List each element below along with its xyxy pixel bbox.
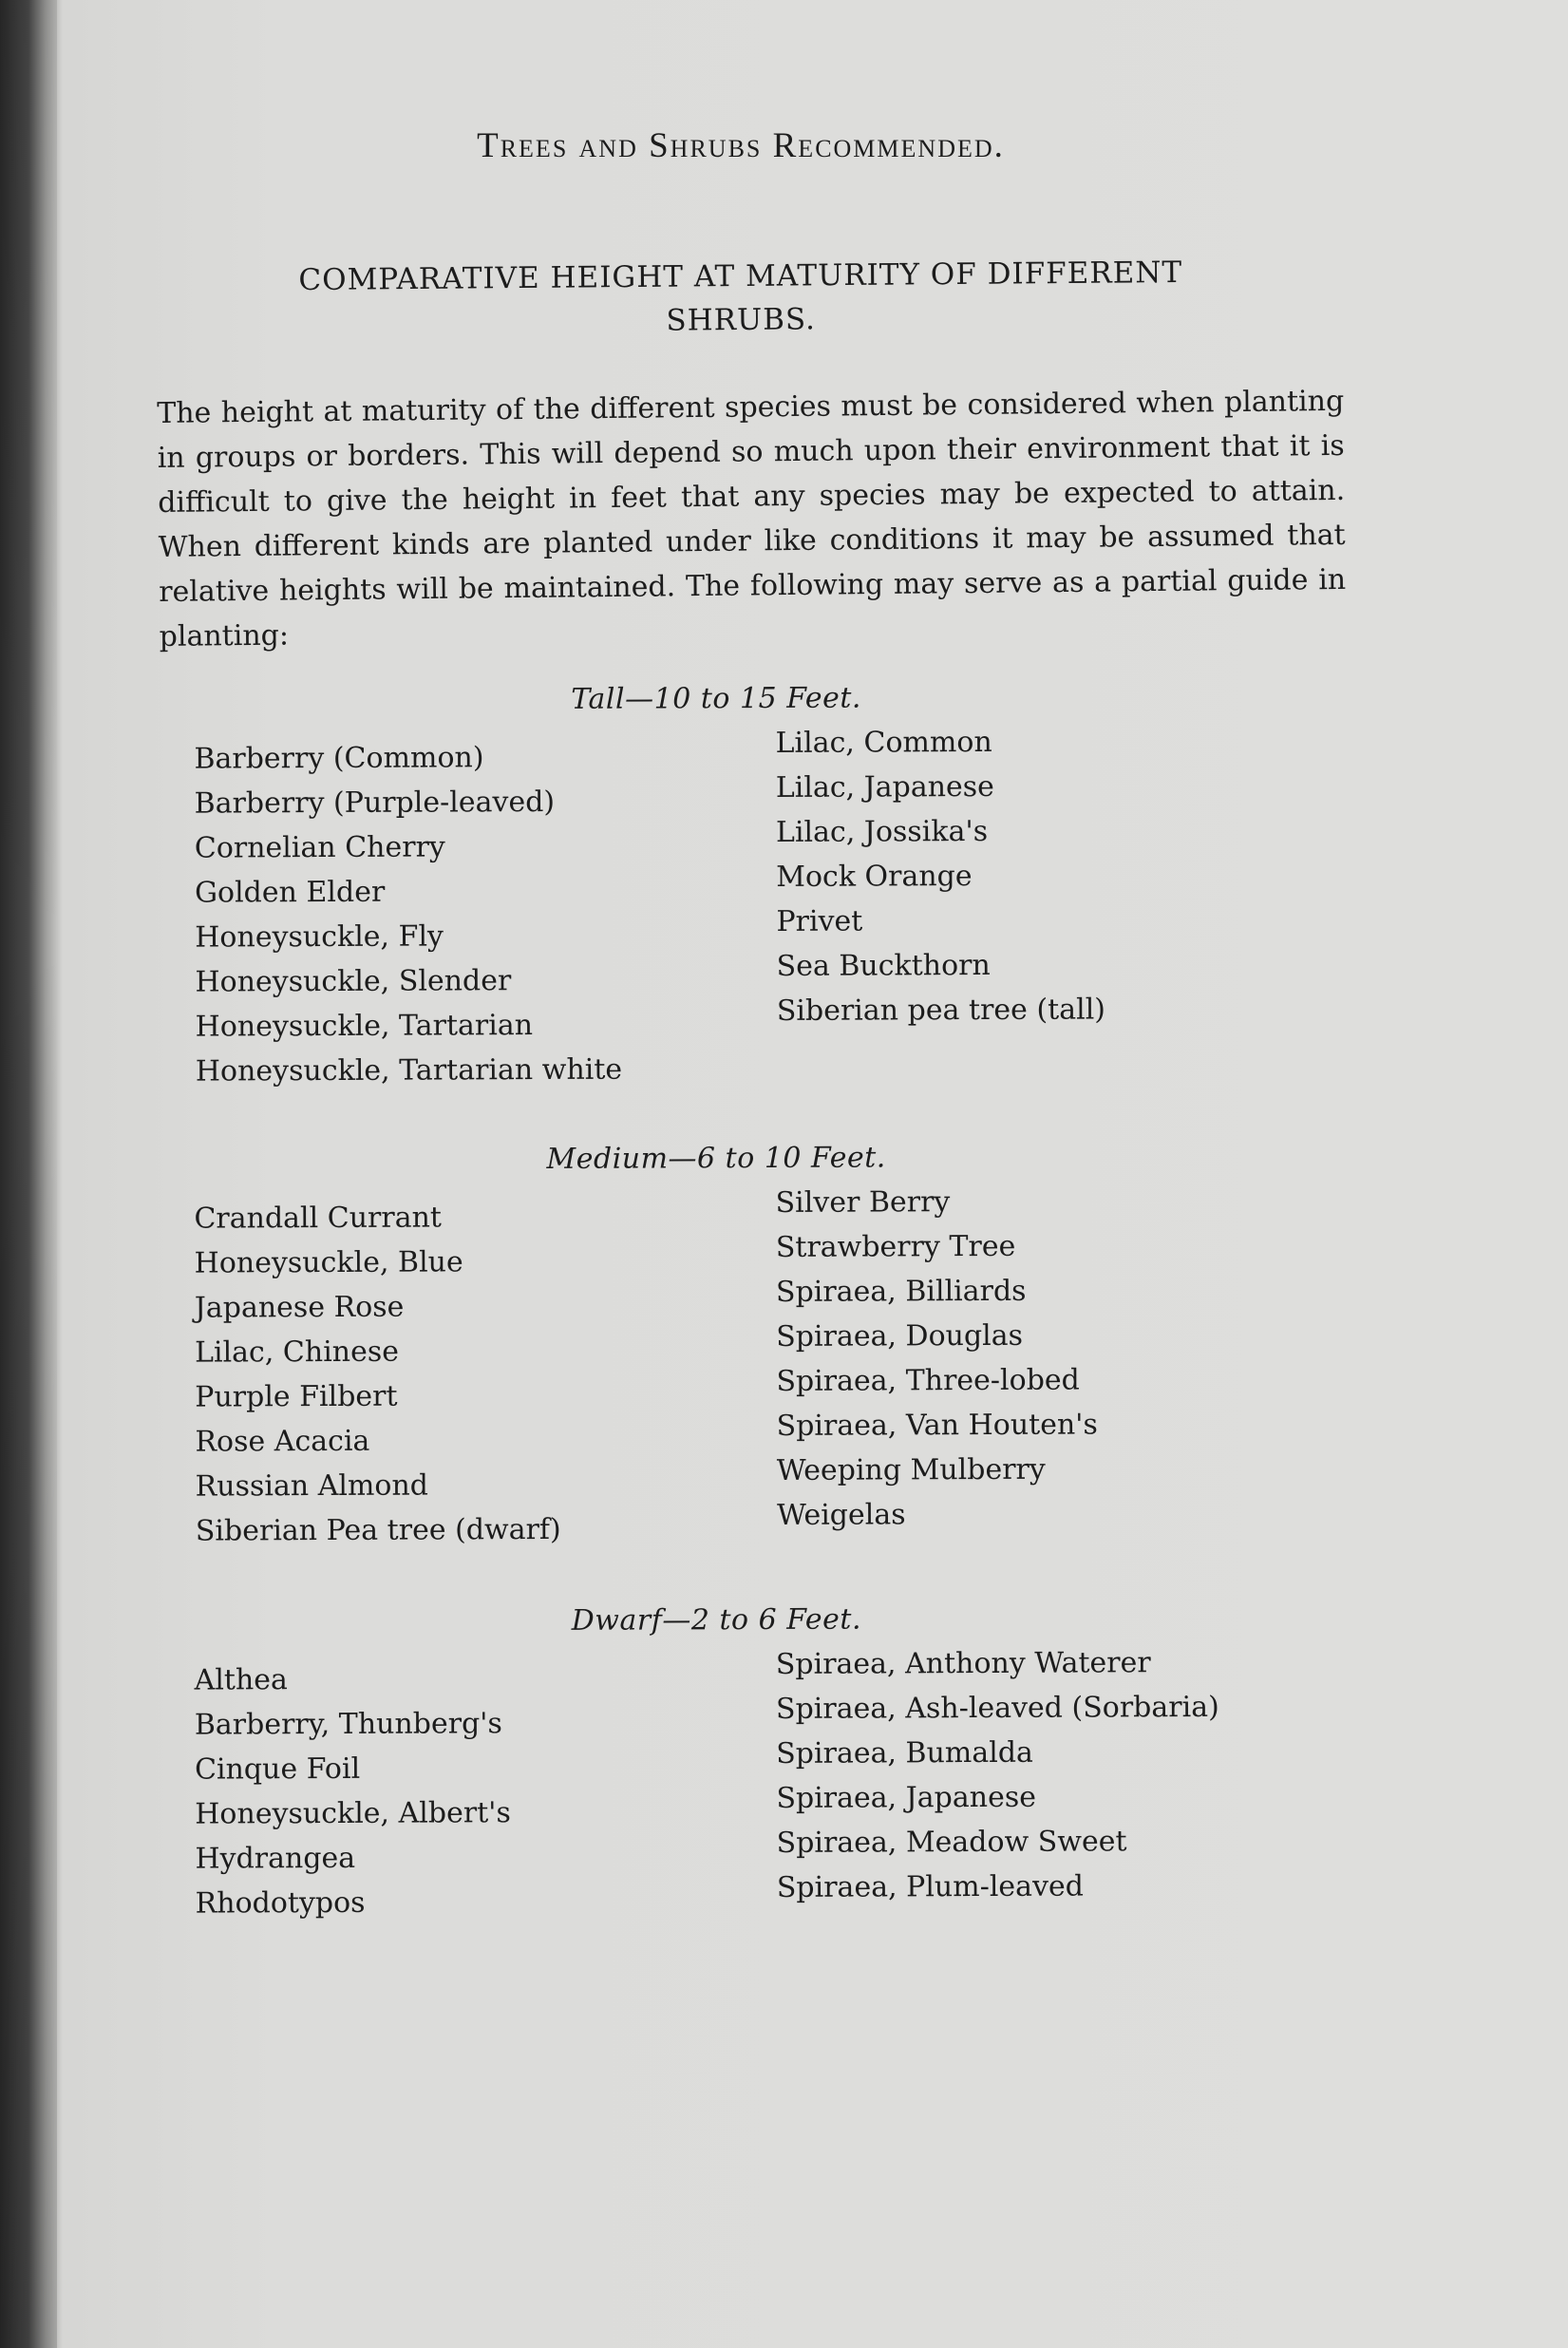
shrub-list-item: Honeysuckle, Fly — [195, 919, 444, 955]
shrub-list-item: Japanese Rose — [194, 1290, 405, 1325]
tall-left-list — [194, 734, 777, 1094]
shrub-list-item: Spiraea, Bumalda — [776, 1735, 1033, 1770]
group-tall — [194, 679, 1335, 1093]
shrub-list-item: Weeping Mulberry — [776, 1452, 1046, 1487]
shrub-list-item: Althea — [194, 1663, 288, 1697]
shrub-list-item: Spiraea, Douglas — [776, 1318, 1024, 1354]
shrub-list-item: Hydrangea — [195, 1841, 356, 1876]
shrub-list-item: Honeysuckle, Slender — [195, 964, 512, 999]
shrub-list-item: Silver Berry — [775, 1185, 951, 1220]
shrub-list-item: Weigelas — [776, 1498, 906, 1532]
shrub-list-item: Lilac, Chinese — [194, 1335, 400, 1370]
group-heading-dwarf: Dwarf—2 to 6 Feet. — [571, 1602, 862, 1638]
group-medium-columns — [194, 1185, 1335, 1553]
section-title-line-1: COMPARATIVE HEIGHT AT MATURITY OF DIFFERENT — [298, 255, 1183, 298]
group-dwarf-columns — [194, 1646, 1335, 1925]
shrub-list-item: Privet — [776, 904, 863, 938]
shrub-list-item: Honeysuckle, Tartarian white — [195, 1052, 623, 1089]
group-dwarf — [194, 1600, 1334, 1925]
shrub-list-item: Cornelian Cherry — [194, 830, 445, 865]
shrub-list-item: Siberian pea tree (tall) — [776, 993, 1106, 1028]
shrub-list-item: Spiraea, Japanese — [776, 1780, 1037, 1815]
shrub-list-item: Rhodotypos — [195, 1885, 366, 1921]
shrub-list-item: Spiraea, Anthony Waterer — [775, 1646, 1151, 1681]
running-head: Trees and Shrubs Recommended. — [477, 126, 1005, 165]
shrub-list-item: Spiraea, Van Houten's — [776, 1408, 1098, 1443]
shrub-list-item: Barberry (Common) — [194, 741, 484, 776]
shrub-list-item: Barberry (Purple-leaved) — [194, 785, 556, 821]
binding-shadow — [0, 0, 57, 2348]
shrub-list-item: Honeysuckle, Albert's — [195, 1796, 511, 1831]
shrub-list-item: Sea Buckthorn — [776, 948, 991, 983]
shrub-list-item: Crandall Currant — [194, 1201, 443, 1236]
group-tall-columns — [194, 725, 1335, 1093]
shrub-list-item: Rose Acacia — [195, 1424, 370, 1459]
shrub-list-item: Russian Almond — [195, 1468, 429, 1504]
group-medium — [194, 1139, 1335, 1553]
section-title — [195, 250, 1288, 347]
shrub-list-item: Lilac, Jossika's — [775, 814, 989, 849]
shrub-list-item: Lilac, Japanese — [775, 769, 994, 805]
shrub-list-item: Cinque Foil — [194, 1752, 361, 1787]
tall-right-list — [775, 718, 1334, 1091]
intro-paragraph: The height at maturity of the different species must be considered when planting in groups or borders. This will depend so much upon their environment that it is difficult to give the height in feet that any species may be expected to attain. When different kinds are planted under like conditions it may be assumed that relative heights will be maintained. The following may serve as a partial guide in planting: — [157, 384, 1347, 653]
shrub-list-item: Strawberry Tree — [775, 1229, 1016, 1264]
medium-left-list — [194, 1194, 777, 1554]
shrub-list-item: Barberry, Thunberg's — [194, 1707, 502, 1742]
shrub-list-item: Spiraea, Three-lobed — [776, 1363, 1080, 1398]
dwarf-right-list — [776, 1639, 1335, 1923]
shrub-list-item: Spiraea, Billiards — [775, 1274, 1027, 1309]
shrub-list-item: Honeysuckle, Blue — [194, 1245, 463, 1280]
medium-right-list — [775, 1178, 1334, 1551]
shrub-list-item: Golden Elder — [194, 875, 386, 910]
shrub-list-item: Mock Orange — [776, 860, 973, 894]
dwarf-left-list — [195, 1656, 777, 1926]
shrub-list-item: Purple Filbert — [195, 1379, 398, 1414]
group-heading-medium: Medium—6 to 10 Feet. — [546, 1141, 886, 1176]
section-title-line-2: SHRUBS. — [666, 302, 817, 338]
shrub-list-item: Spiraea, Plum-leaved — [776, 1869, 1085, 1904]
shrub-list-item: Siberian Pea tree (dwarf) — [195, 1512, 561, 1548]
shrub-list-item: Spiraea, Meadow Sweet — [776, 1825, 1127, 1860]
shrub-list-item: Spiraea, Ash-leaved (Sorbaria) — [775, 1690, 1219, 1726]
shrub-list-item: Honeysuckle, Tartarian — [195, 1009, 534, 1044]
group-heading-tall: Tall—10 to 15 Feet. — [571, 681, 862, 716]
shrub-list-item: Lilac, Common — [775, 725, 992, 760]
